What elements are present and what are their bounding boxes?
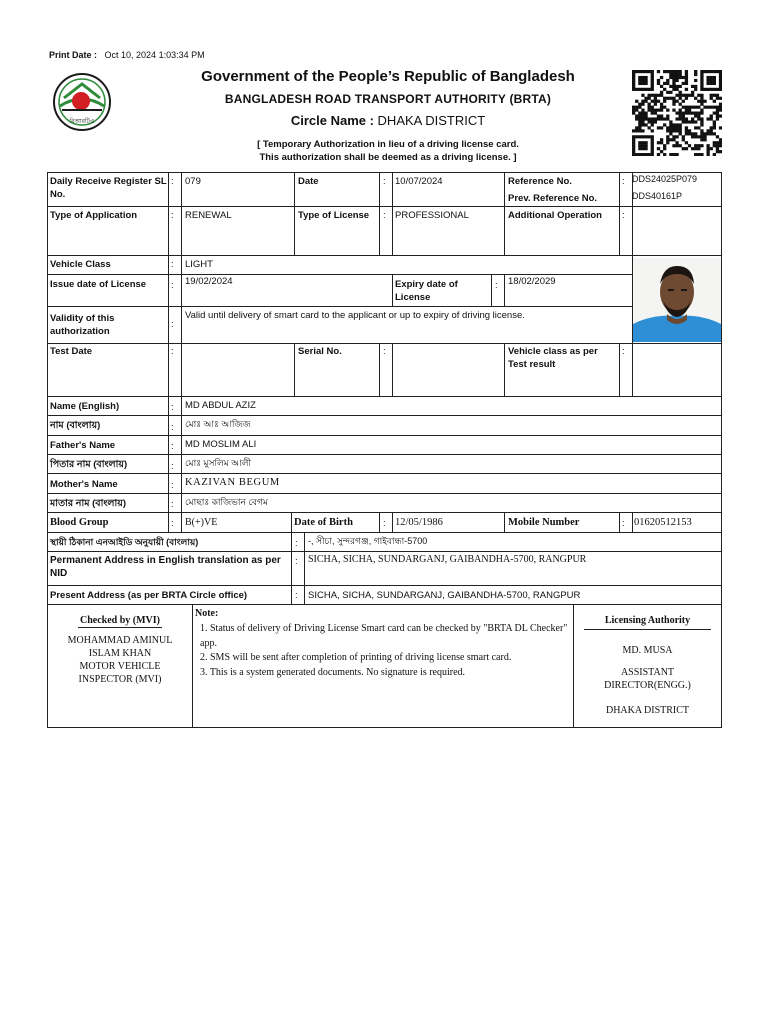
licensing-authority-title-text: Licensing Authority: [604, 615, 691, 626]
name-en-label: Name (English): [50, 401, 120, 412]
colon: :: [295, 590, 298, 601]
prev-reference-label: Prev. Reference No.: [508, 193, 598, 204]
validity-label: Validity of this authorization: [50, 313, 115, 337]
applicant-photo: [633, 258, 721, 342]
issue-date-label: Issue date of License: [50, 279, 147, 290]
colon: :: [171, 480, 174, 491]
colon: :: [171, 319, 174, 330]
colon: :: [622, 176, 625, 187]
colon: :: [383, 176, 386, 187]
present-address-label: Present Address (as per BRTA Circle office): [50, 590, 248, 601]
father-name-label: Father's Name: [50, 440, 116, 451]
prev-reference-value: DDS40161P: [632, 191, 683, 201]
checked-by-role-line1: MOTOR VEHICLE: [79, 661, 161, 672]
dob-value: 12/05/1986: [395, 517, 443, 528]
dob-label: Date of Birth: [294, 517, 353, 528]
licensing-authority-title: [574, 614, 721, 630]
colon: :: [171, 499, 174, 510]
vehicle-class-value: LIGHT: [185, 259, 213, 270]
colon: :: [495, 280, 498, 291]
issue-date-value: 19/02/2024: [185, 276, 233, 287]
colon: :: [171, 280, 174, 291]
colon: :: [171, 402, 174, 413]
checked-by-title: [48, 614, 192, 627]
authority-role-line1: ASSISTANT: [620, 667, 675, 678]
expiry-date-value: 18/02/2029: [508, 276, 556, 287]
colon: :: [171, 259, 174, 270]
serial-label: Serial No.: [298, 346, 342, 357]
colon: :: [171, 441, 174, 452]
blood-group-value: B(+)VE: [185, 517, 218, 528]
mother-name-value: KAZIVAN BEGUM: [185, 477, 280, 488]
permanent-address-bn-label: স্থায়ী ঠিকানা এনআইডি অনুযায়ী (বাংলায়): [50, 537, 199, 547]
mobile-label: Mobile Number: [508, 517, 580, 528]
circle-name-label: Circle Name :: [290, 113, 374, 128]
colon: :: [622, 518, 625, 529]
colon: :: [171, 518, 174, 529]
print-date-value: Oct 10, 2024 1:03:34 PM: [104, 50, 205, 60]
present-address-value: SICHA, SICHA, SUNDARGANJ, GAIBANDHA-5700, RANGPUR: [308, 590, 581, 601]
authority-role-line2: DIRECTOR(ENGG.): [604, 680, 691, 691]
reference-value: DDS24025P079: [632, 174, 698, 184]
note-item: 1. Status of delivery of Driving License Smart card can be checked by "BRTA DL Checker" app.: [200, 623, 568, 649]
mother-name-label: Mother's Name: [50, 479, 118, 490]
vehicle-class-label: Vehicle Class: [50, 259, 111, 270]
authority-office: DHAKA DISTRICT: [605, 705, 690, 716]
note-title: Note:: [195, 608, 219, 619]
father-name-bn-value: মোঃ মুসলিম আলী: [185, 458, 252, 468]
name-en-value: MD ABDUL AZIZ: [185, 400, 256, 411]
note-item: 3. This is a system generated documents. No signature is required.: [200, 666, 466, 678]
reference-label: Reference No.: [508, 176, 572, 187]
circle-name: [150, 113, 626, 128]
blood-group-label: Blood Group: [50, 517, 109, 528]
checked-by-name-line1: MOHAMMAD AMINUL: [67, 635, 173, 646]
mother-name-bn-value: মোছাঃ কাজিভান বেগম: [185, 497, 268, 507]
authority-role: [574, 666, 721, 692]
colon: :: [383, 210, 386, 221]
colon: :: [295, 538, 298, 549]
date-label: Date: [298, 176, 319, 187]
checked-by-name: [48, 634, 192, 686]
father-name-value: MD MOSLIM ALI: [185, 439, 257, 450]
note-list: [200, 622, 572, 680]
colon: :: [171, 210, 174, 221]
circle-name-value: DHAKA DISTRICT: [377, 113, 486, 128]
colon: :: [295, 556, 298, 567]
mother-name-bn-label: মাতার নাম (বাংলায়): [50, 498, 127, 509]
application-type-value: RENEWAL: [185, 210, 232, 221]
checked-by-title-text: Checked by (MVI): [80, 615, 160, 626]
colon: :: [383, 518, 386, 529]
print-date-label: Print Date :: [49, 50, 98, 60]
colon: :: [171, 422, 174, 433]
permanent-address-en-value: SICHA, SICHA, SUNDARGANJ, GAIBANDHA-5700, RANGPUR: [308, 554, 587, 565]
authority-name: MD. MUSA: [622, 645, 673, 656]
permanent-address-bn-value: -, সীচা, সুন্দরগঞ্জ, গাইবান্ধা-5700: [308, 536, 428, 546]
colon: :: [171, 461, 174, 472]
father-name-bn-label: পিতার নাম (বাংলায়): [50, 459, 128, 470]
application-type-label: Type of Application: [50, 210, 138, 221]
print-date: [49, 50, 205, 60]
name-bn-value: মোঃ আঃ আজিজ: [185, 419, 251, 429]
note-item: 2. SMS will be sent after completion of printing of driving license smart card.: [200, 652, 512, 663]
colon: :: [622, 210, 625, 221]
register-label: Daily Receive Register SL No.: [50, 176, 167, 200]
validity-value: Valid until delivery of smart card to the applicant or up to expiry of driving license.: [185, 310, 525, 321]
colon: :: [171, 176, 174, 187]
authorization-notice: [150, 138, 626, 164]
checked-by-name-line2: ISLAM KHAN: [88, 648, 152, 659]
expiry-date-label: Expiry date of License: [395, 279, 458, 303]
brta-logo: [50, 72, 114, 132]
checked-by-role-line2: INSPECTOR (MVI): [78, 674, 162, 685]
colon: :: [383, 346, 386, 357]
register-value: 079: [185, 176, 201, 187]
vehicle-test-label: Vehicle class as per Test result: [508, 346, 598, 370]
colon: :: [171, 346, 174, 357]
qr-code-icon: [632, 70, 722, 156]
mobile-value: 01620512153: [634, 517, 692, 528]
name-bn-label: নাম (বাংলায়): [50, 420, 101, 431]
authorization-notice-line1: [ Temporary Authorization in lieu of a driving license card.: [257, 139, 519, 150]
authorization-notice-line2: This authorization shall be deemed as a driving license. ]: [259, 152, 517, 163]
page-title: Government of the People’s Republic of Bangladesh: [201, 68, 575, 85]
logo-text: বিআরটিএ: [69, 118, 95, 125]
colon: :: [622, 346, 625, 357]
test-date-label: Test Date: [50, 346, 93, 357]
additional-operation-label: Additional Operation: [508, 210, 602, 221]
license-type-value: PROFESSIONAL: [395, 210, 469, 221]
license-type-label: Type of License: [298, 210, 370, 221]
authority-subtitle: BANGLADESH ROAD TRANSPORT AUTHORITY (BRTA): [224, 92, 552, 106]
permanent-address-en-label: Permanent Address in English translation as per NID: [50, 555, 281, 579]
date-value: 10/07/2024: [395, 176, 443, 187]
